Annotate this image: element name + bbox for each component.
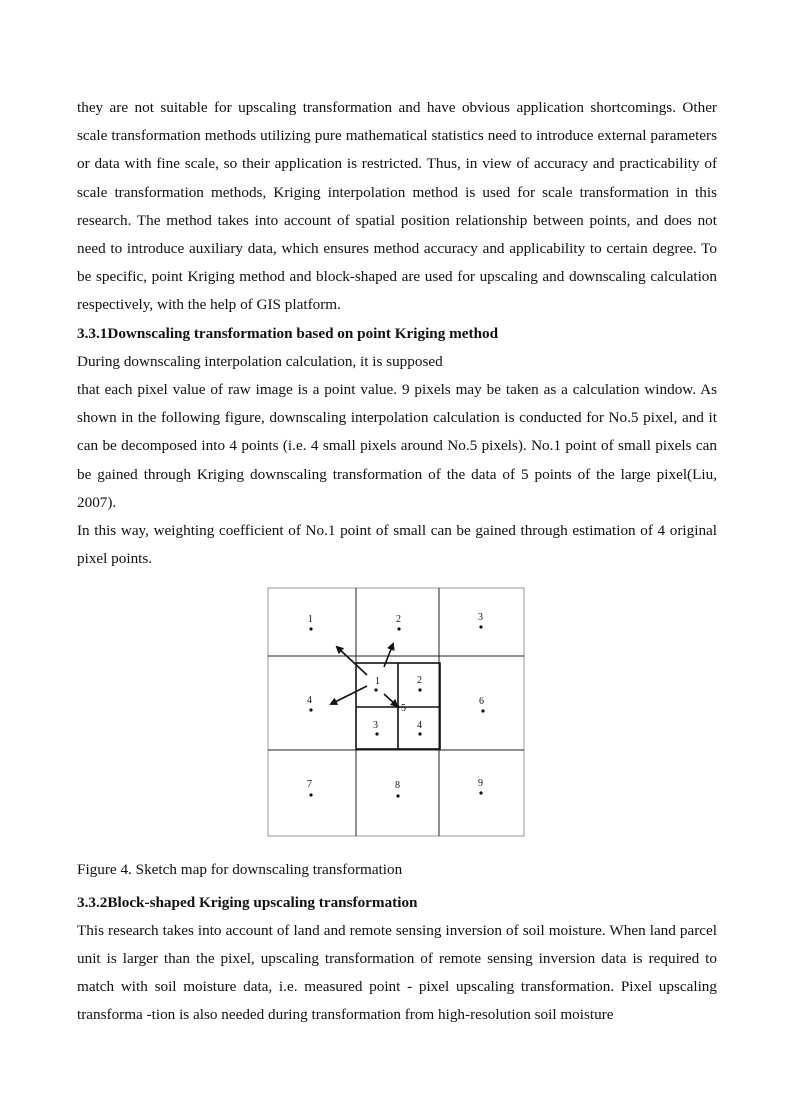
arrow-to-pixel-5	[384, 694, 397, 706]
pixel-label-5: 5	[401, 703, 406, 715]
small-pixel-label-3: 3	[373, 720, 378, 732]
pixel-label-3: 3	[478, 612, 483, 624]
body-paragraph: they are not suitable for upscaling transformation and have obvious application shortcomings. Other scale transformation methods utilizing pure mathematical statistics need to introduce external parameters or data with fine scale, so their application is restricted. Thus, in view of accuracy and practicability of scale transformation methods, Kriging interpolation method is used for scale transformation in this research. The method takes into account of spatial position relationship between points, and does not need to introduce auxiliary data, which ensures method accuracy and applicability to certain degree. To be specific, point Kriging method and block-shaped are used for upscaling and downscaling calculation respectively, with the help of GIS platform.	[77, 99, 717, 314]
pixel-label-8: 8	[395, 780, 400, 792]
pixel-label-9: 9	[478, 778, 483, 790]
body-paragraph: This research takes into account of land and remote sensing inversion of soil moisture. When land parcel unit is larger than the pixel, upscaling transformation of remote sensing inversion data is required to match with soil moisture data, i.e. measured point - pixel upscaling transformation. Pixel upscaling transforma -tion is also needed during transformation from high-resolution soil moisture	[77, 921, 717, 1024]
section-heading-3-3-1: 3.3.1Downscaling transformation based on point Kriging method	[77, 324, 499, 342]
pixel-center-dots	[309, 626, 484, 798]
pixel-grid	[268, 588, 524, 836]
body-paragraph: that each pixel value of raw image is a point value. 9 pixels may be taken as a calculation window. As shown in the following figure, downscaling interpolation calculation is conducted for No.5 pixel, and it can be decomposed into 4 points (i.e. 4 small pixels around No.5 pixels). No.1 point of small pixels can be gained through Kriging downscaling transformation of the data of 5 points of the large pixel(Liu, 2007).	[77, 381, 717, 511]
diagram-frame	[268, 588, 524, 836]
arrow-to-pixel-4	[331, 686, 367, 704]
body-paragraph: In this way, weighting coefficient of No.1 point of small can be gained through estimation of 4 original pixel points.	[77, 522, 717, 568]
section-heading-3-3-2: 3.3.2Block-shaped Kriging upscaling transformation	[77, 893, 418, 911]
page-content	[77, 94, 717, 1030]
figure-caption: Figure 4. Sketch map for downscaling transformation	[77, 861, 403, 879]
pixel-label-2: 2	[396, 614, 401, 626]
small-pixel-label-1: 1	[375, 676, 380, 688]
pixel-label-1: 1	[308, 614, 313, 626]
interpolation-arrows	[331, 644, 397, 706]
pixel-label-4: 4	[307, 695, 312, 707]
pixel-label-6: 6	[479, 696, 484, 708]
body-paragraph-line: During downscaling interpolation calculation, it is supposed	[77, 352, 443, 370]
downscaling-sketch-diagram	[267, 587, 525, 837]
large-pixel-labels	[307, 612, 484, 791]
small-pixel-label-4: 4	[417, 720, 422, 732]
pixel-label-7: 7	[307, 779, 312, 791]
figure-4	[77, 587, 717, 849]
arrow-to-pixel-1	[337, 647, 367, 675]
small-pixel-label-2: 2	[417, 675, 422, 687]
